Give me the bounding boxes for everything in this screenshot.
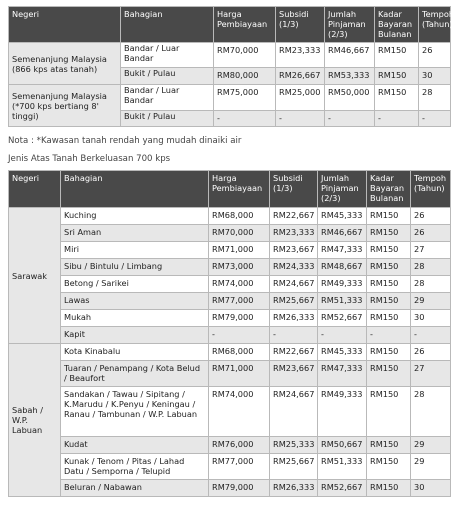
- harga-cell: RM73,000: [209, 259, 270, 276]
- kadar-cell: -: [367, 327, 411, 344]
- bahagian-cell: Bandar / Luar Bandar: [121, 85, 214, 111]
- subsidi-cell: RM26,667: [276, 68, 325, 85]
- tempoh-cell: 28: [411, 387, 451, 437]
- header-harga: Harga Pembiayaan: [214, 7, 276, 43]
- jumlah-cell: RM52,667: [318, 310, 367, 327]
- negeri-cell: Sarawak: [9, 208, 61, 344]
- harga-cell: RM75,000: [214, 85, 276, 111]
- subsidi-cell: RM24,667: [270, 387, 318, 437]
- subsidi-cell: RM24,333: [270, 259, 318, 276]
- harga-cell: RM74,000: [209, 276, 270, 293]
- kadar-cell: RM150: [375, 85, 419, 111]
- table-row: [9, 225, 451, 242]
- bahagian-cell: Kunak / Tenom / Pitas / Lahad Datu / Semporna / Telupid: [61, 454, 209, 480]
- table-row: [9, 480, 451, 497]
- table-row: [9, 361, 451, 387]
- jumlah-cell: RM51,333: [318, 454, 367, 480]
- header-negeri: Negeri: [9, 7, 121, 43]
- subsidi-cell: RM26,333: [270, 480, 318, 497]
- jumlah-cell: RM47,333: [318, 242, 367, 259]
- bahagian-cell: Miri: [61, 242, 209, 259]
- table-row: [9, 327, 451, 344]
- subsidi-cell: -: [270, 327, 318, 344]
- header-jumlah: Jumlah Pinjaman (2/3): [325, 7, 375, 43]
- negeri-cell: Semenanjung Malaysia (866 kps atas tanah): [9, 43, 121, 85]
- harga-cell: RM70,000: [214, 43, 276, 68]
- tempoh-cell: -: [419, 111, 451, 127]
- harga-cell: RM79,000: [209, 310, 270, 327]
- header-jumlah: Jumlah Pinjaman (2/3): [318, 171, 367, 208]
- header-bahagian: Bahagian: [61, 171, 209, 208]
- kadar-cell: RM150: [367, 344, 411, 361]
- bahagian-cell: Sandakan / Tawau / Sipitang / K.Marudu / K.Penyu / Keningau / Ranau / Tambunan / W.P. Labuan: [61, 387, 209, 437]
- tempoh-cell: 30: [411, 310, 451, 327]
- harga-cell: RM74,000: [209, 387, 270, 437]
- jumlah-cell: RM51,333: [318, 293, 367, 310]
- tempoh-cell: 29: [411, 437, 451, 454]
- bahagian-cell: Mukah: [61, 310, 209, 327]
- table-row: [9, 437, 451, 454]
- header-bahagian: Bahagian: [121, 7, 214, 43]
- header-kadar: Kadar Bayaran Bulanan: [375, 7, 419, 43]
- table-row: [9, 259, 451, 276]
- jumlah-cell: RM49,333: [318, 276, 367, 293]
- header-harga: Harga Pembiayaan: [209, 171, 270, 208]
- kadar-cell: RM150: [367, 293, 411, 310]
- table-sarawak-sabah: [8, 170, 451, 497]
- kadar-cell: RM150: [367, 480, 411, 497]
- harga-cell: -: [209, 327, 270, 344]
- jumlah-cell: RM45,333: [318, 344, 367, 361]
- table-row: [9, 85, 451, 111]
- bahagian-cell: Kuching: [61, 208, 209, 225]
- tempoh-cell: 26: [419, 43, 451, 68]
- bahagian-cell: Sibu / Bintulu / Limbang: [61, 259, 209, 276]
- harga-cell: RM70,000: [209, 225, 270, 242]
- subsidi-cell: RM25,667: [270, 454, 318, 480]
- table-caption: Jenis Atas Tanah Berkeluasan 700 kps: [8, 154, 171, 164]
- tempoh-cell: 27: [411, 361, 451, 387]
- table-semenanjung: [8, 6, 455, 127]
- jumlah-cell: RM45,333: [318, 208, 367, 225]
- tempoh-cell: 28: [411, 276, 451, 293]
- kadar-cell: -: [375, 111, 419, 127]
- header-row: [9, 171, 451, 208]
- kadar-cell: RM150: [367, 437, 411, 454]
- subsidi-cell: RM25,333: [270, 437, 318, 454]
- kadar-cell: RM150: [367, 310, 411, 327]
- harga-cell: RM77,000: [209, 454, 270, 480]
- bahagian-cell: Bukit / Pulau: [121, 111, 214, 127]
- header-tempoh: Tempoh (Tahun): [419, 7, 451, 43]
- tempoh-cell: 29: [411, 454, 451, 480]
- bahagian-cell: Kota Kinabalu: [61, 344, 209, 361]
- jumlah-cell: RM50,667: [318, 437, 367, 454]
- subsidi-cell: RM23,667: [270, 242, 318, 259]
- tempoh-cell: 30: [419, 68, 451, 85]
- subsidi-cell: RM26,333: [270, 310, 318, 327]
- kadar-cell: RM150: [367, 242, 411, 259]
- table-row: [9, 344, 451, 361]
- jumlah-cell: RM48,667: [318, 259, 367, 276]
- tempoh-cell: 26: [411, 208, 451, 225]
- kadar-cell: RM150: [367, 361, 411, 387]
- harga-cell: RM68,000: [209, 344, 270, 361]
- harga-cell: RM77,000: [209, 293, 270, 310]
- jumlah-cell: RM50,000: [325, 85, 375, 111]
- jumlah-cell: -: [318, 327, 367, 344]
- jumlah-cell: RM52,667: [318, 480, 367, 497]
- table-row: [9, 276, 451, 293]
- header-row: [9, 7, 451, 43]
- header-kadar: Kadar Bayaran Bulanan: [367, 171, 411, 208]
- subsidi-cell: RM23,667: [270, 361, 318, 387]
- header-negeri: Negeri: [9, 171, 61, 208]
- tempoh-cell: 29: [411, 293, 451, 310]
- harga-cell: RM71,000: [209, 242, 270, 259]
- subsidi-cell: RM25,667: [270, 293, 318, 310]
- jumlah-cell: RM47,333: [318, 361, 367, 387]
- kadar-cell: RM150: [367, 225, 411, 242]
- header-subsidi: Subsidi (1/3): [270, 171, 318, 208]
- jumlah-cell: RM53,333: [325, 68, 375, 85]
- tempoh-cell: 30: [411, 480, 451, 497]
- subsidi-cell: RM22,667: [270, 344, 318, 361]
- header-subsidi: Subsidi (1/3): [276, 7, 325, 43]
- tempoh-cell: -: [411, 327, 451, 344]
- table-row: [9, 43, 451, 68]
- subsidi-cell: RM25,000: [276, 85, 325, 111]
- tempoh-cell: 28: [419, 85, 451, 111]
- subsidi-cell: -: [276, 111, 325, 127]
- footnote: Nota : *Kawasan tanah rendah yang mudah dinaiki air: [8, 136, 242, 146]
- table-row: [9, 310, 451, 327]
- kadar-cell: RM150: [367, 259, 411, 276]
- kadar-cell: RM150: [367, 208, 411, 225]
- bahagian-cell: Betong / Sarikei: [61, 276, 209, 293]
- kadar-cell: RM150: [367, 454, 411, 480]
- subsidi-cell: RM23,333: [276, 43, 325, 68]
- kadar-cell: RM150: [367, 387, 411, 437]
- jumlah-cell: RM46,667: [318, 225, 367, 242]
- tempoh-cell: 26: [411, 225, 451, 242]
- bahagian-cell: Sri Aman: [61, 225, 209, 242]
- jumlah-cell: -: [325, 111, 375, 127]
- table-row: [9, 208, 451, 225]
- harga-cell: RM71,000: [209, 361, 270, 387]
- table-body: [9, 208, 451, 497]
- harga-cell: RM76,000: [209, 437, 270, 454]
- harga-cell: -: [214, 111, 276, 127]
- jumlah-cell: RM46,667: [325, 43, 375, 68]
- table-row: [9, 454, 451, 480]
- harga-cell: RM80,000: [214, 68, 276, 85]
- bahagian-cell: Kapit: [61, 327, 209, 344]
- negeri-cell: Sabah / W.P. Labuan: [9, 344, 61, 497]
- harga-cell: RM68,000: [209, 208, 270, 225]
- kadar-cell: RM150: [375, 68, 419, 85]
- bahagian-cell: Bukit / Pulau: [121, 68, 214, 85]
- bahagian-cell: Kudat: [61, 437, 209, 454]
- bahagian-cell: Tuaran / Penampang / Kota Belud / Beaufort: [61, 361, 209, 387]
- bahagian-cell: Beluran / Nabawan: [61, 480, 209, 497]
- table-row: [9, 293, 451, 310]
- subsidi-cell: RM22,667: [270, 208, 318, 225]
- table-row: [9, 387, 451, 437]
- bahagian-cell: Lawas: [61, 293, 209, 310]
- subsidi-cell: RM24,667: [270, 276, 318, 293]
- tempoh-cell: 27: [411, 242, 451, 259]
- jumlah-cell: RM49,333: [318, 387, 367, 437]
- bahagian-cell: Bandar / Luar Bandar: [121, 43, 214, 68]
- negeri-cell: Semenanjung Malaysia (*700 kps bertiang 8' tinggi): [9, 85, 121, 127]
- subsidi-cell: RM23,333: [270, 225, 318, 242]
- tempoh-cell: 26: [411, 344, 451, 361]
- harga-cell: RM79,000: [209, 480, 270, 497]
- kadar-cell: RM150: [375, 43, 419, 68]
- kadar-cell: RM150: [367, 276, 411, 293]
- table-row: [9, 242, 451, 259]
- header-tempoh: Tempoh (Tahun): [411, 171, 451, 208]
- tempoh-cell: 28: [411, 259, 451, 276]
